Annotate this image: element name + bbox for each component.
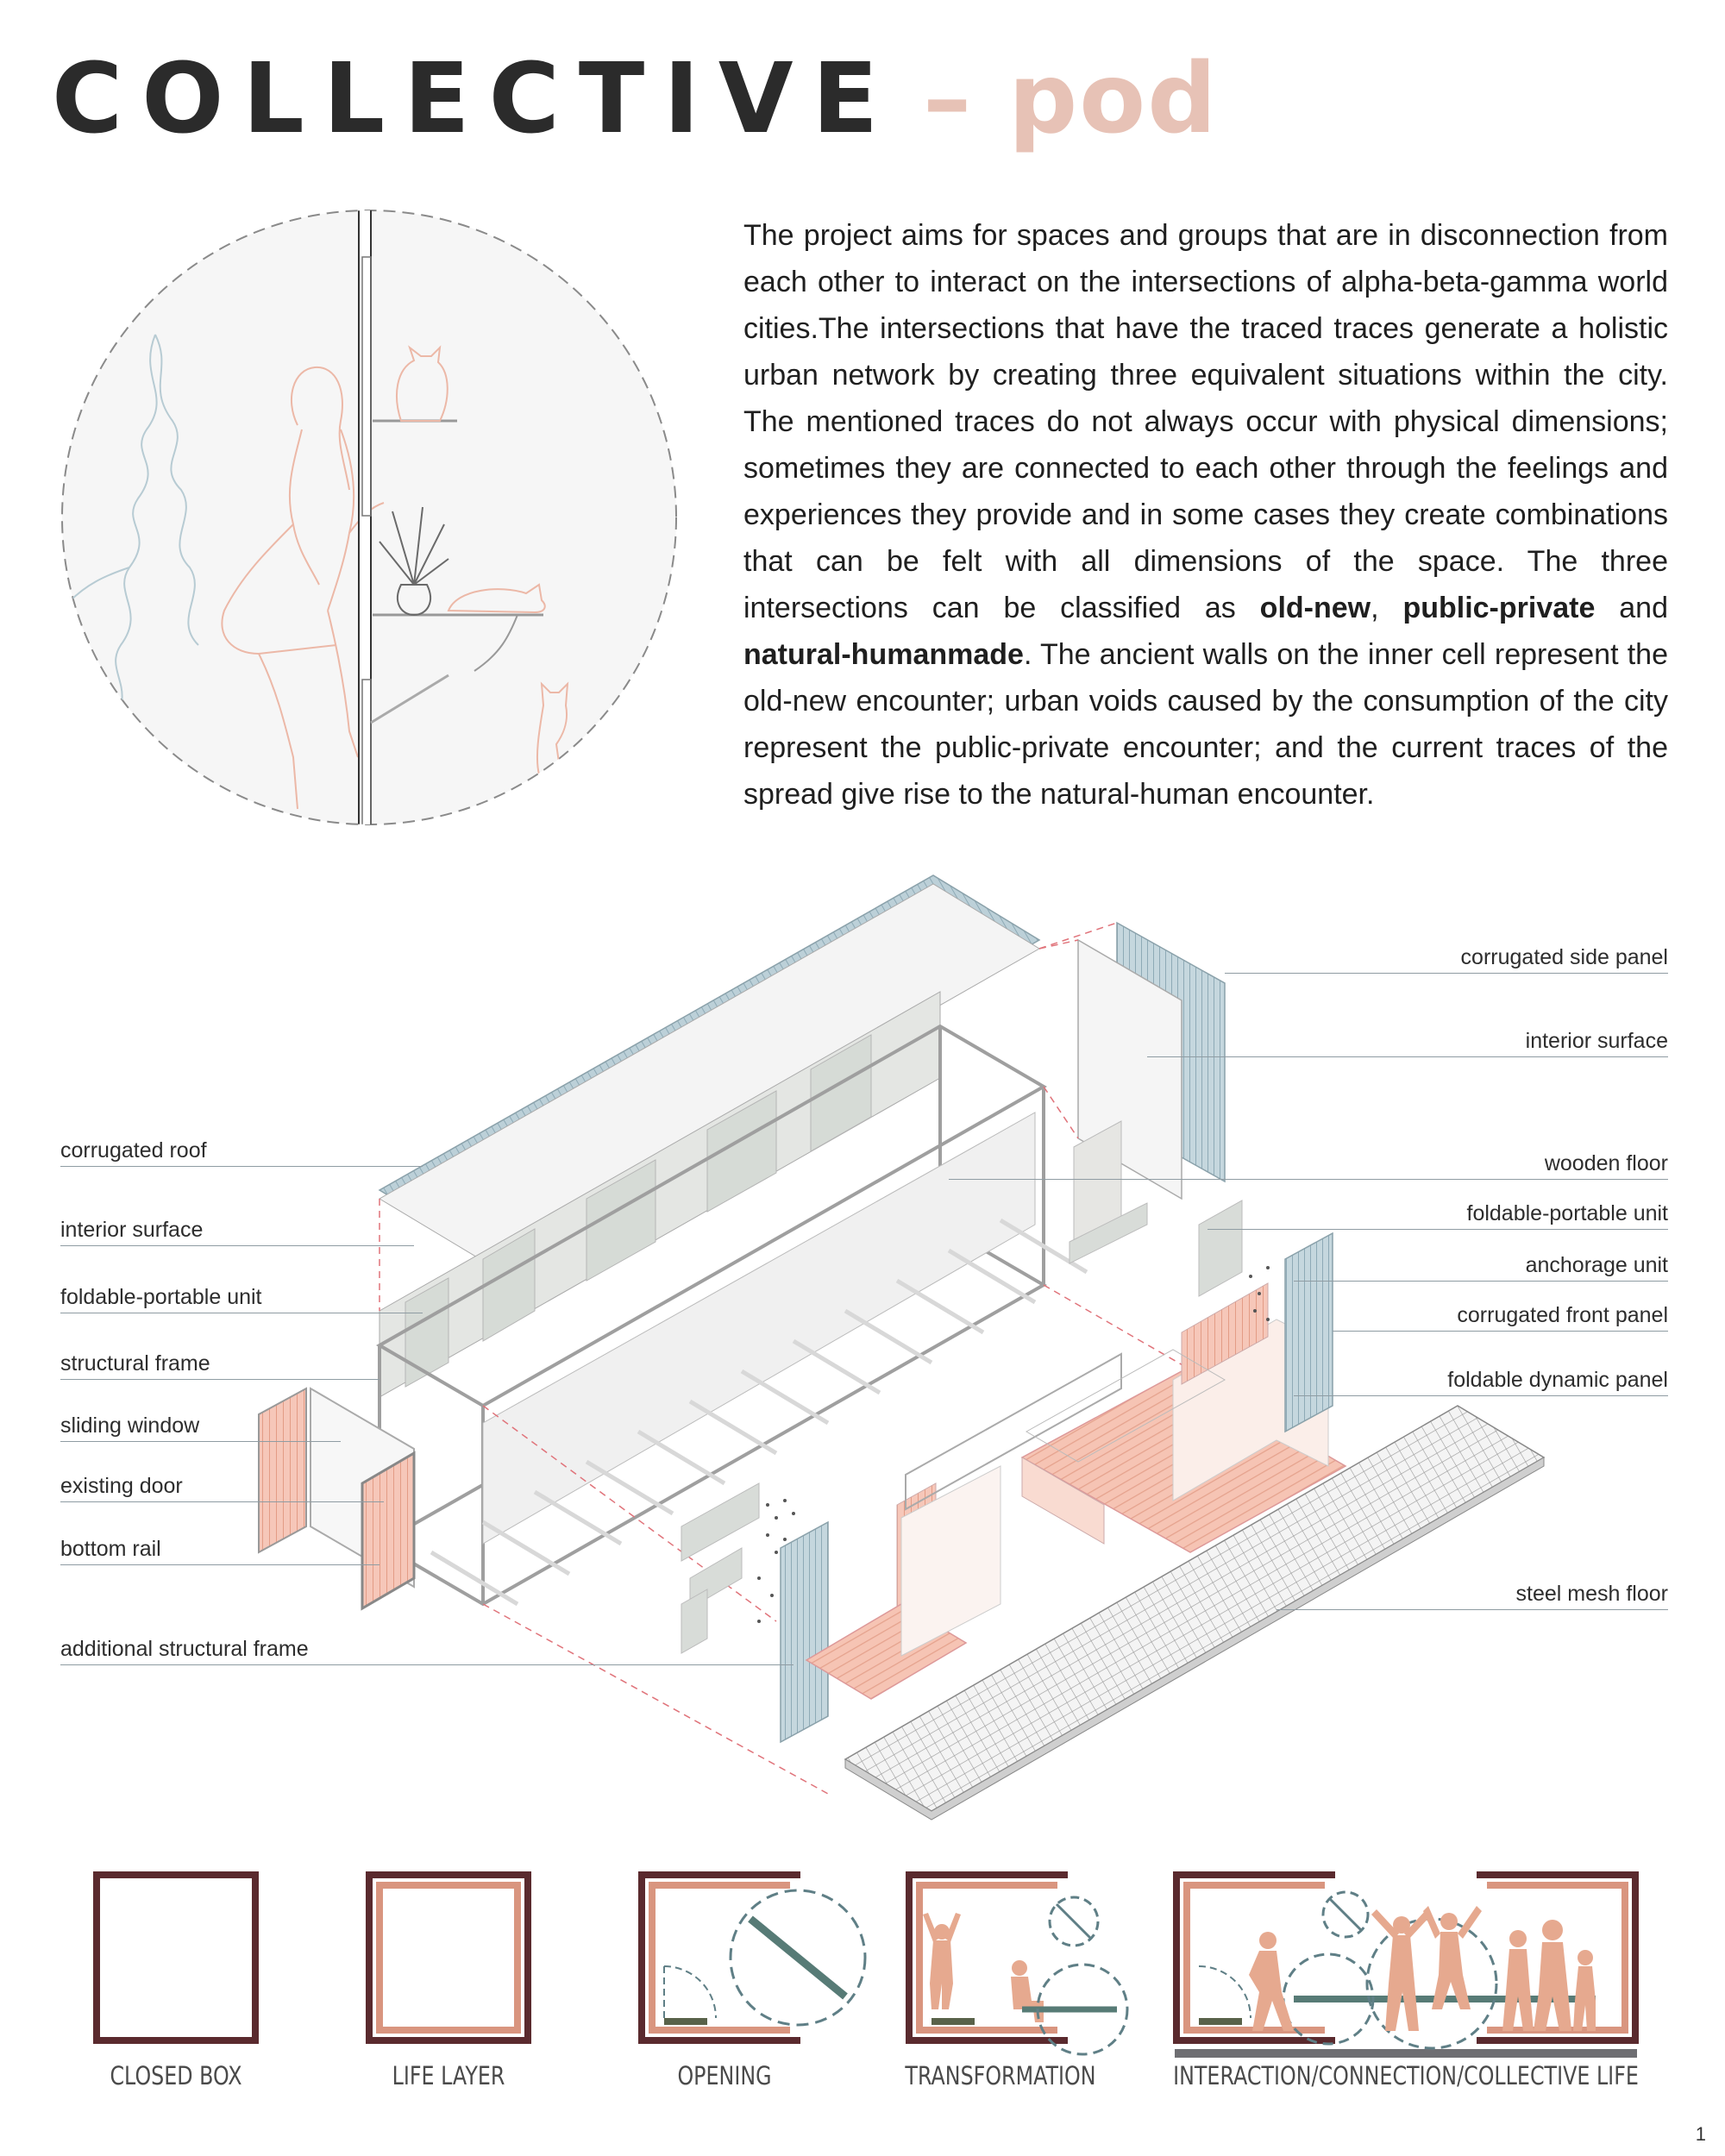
stage-label-opening: OPENING — [677, 2061, 772, 2090]
title-sub: – pod — [923, 43, 1219, 155]
label-additional-structural-frame: additional structural frame — [60, 1637, 309, 1661]
leader-line — [1294, 1281, 1668, 1282]
leader-line — [60, 1379, 380, 1380]
sliding-window-shape — [259, 1388, 306, 1552]
label-structural-frame: structural frame — [60, 1351, 210, 1376]
stage-label-closed-box: CLOSED BOX — [110, 2061, 242, 2090]
desc-sep1: , — [1371, 592, 1403, 624]
people-silhouettes-icon — [1249, 1906, 1596, 2031]
page-number: 1 — [1695, 2123, 1706, 2145]
desc-sep2: and — [1595, 592, 1668, 624]
label-corrugated-roof: corrugated roof — [60, 1138, 207, 1163]
label-steel-mesh-floor: steel mesh floor — [1515, 1582, 1668, 1606]
desc-bold-old-new: old-new — [1259, 592, 1371, 624]
circle-illustration — [52, 205, 690, 835]
exploded-axonometric-diagram — [0, 854, 1725, 1828]
label-wooden-floor: wooden floor — [1544, 1151, 1668, 1175]
person-stretching-icon — [923, 1913, 961, 2009]
desc-bold-public-private: public-private — [1402, 592, 1596, 624]
leader-line — [1333, 1331, 1668, 1332]
leader-line — [1208, 1229, 1668, 1230]
label-foldable-portable-unit-left: foldable-portable unit — [60, 1285, 262, 1309]
label-existing-door: existing door — [60, 1474, 183, 1498]
label-anchorage-unit: anchorage unit — [1525, 1253, 1668, 1277]
label-corrugated-side-panel: corrugated side panel — [1460, 945, 1668, 969]
corrugated-front-panel-shape — [1285, 1233, 1333, 1432]
leader-line — [1294, 1395, 1668, 1396]
leader-line — [60, 1501, 384, 1502]
label-interior-surface-right: interior surface — [1525, 1029, 1668, 1053]
title-main: COLLECTIVE — [52, 43, 898, 155]
stage-label-transformation: TRANSFORMATION — [905, 2061, 1096, 2090]
leader-line — [60, 1245, 414, 1246]
stage-label-interaction: INTERACTION/CONNECTION/COLLECTIVE LIFE — [1173, 2061, 1639, 2090]
leader-line — [1276, 1609, 1668, 1610]
leader-line — [949, 1179, 1668, 1180]
label-corrugated-front-panel: corrugated front panel — [1457, 1303, 1668, 1327]
leader-line — [1225, 973, 1668, 974]
additional-frame-panel-shape — [781, 1522, 828, 1742]
label-bottom-rail: bottom rail — [60, 1537, 161, 1561]
label-foldable-dynamic-panel: foldable dynamic panel — [1447, 1368, 1668, 1392]
label-sliding-window: sliding window — [60, 1413, 200, 1438]
leader-line — [60, 1166, 423, 1167]
stage-opening-diagram — [638, 1871, 871, 2061]
leader-line — [60, 1564, 380, 1565]
desc-bold-natural-humanmade: natural-humanmade — [743, 638, 1024, 671]
stage-interaction-diagram — [1173, 1871, 1639, 2070]
label-foldable-portable-unit-right: foldable-portable unit — [1466, 1201, 1668, 1225]
stage-transformation-diagram — [906, 1871, 1130, 2061]
leader-line — [60, 1664, 794, 1665]
page-title — [52, 34, 1218, 164]
leader-line — [1147, 1056, 1668, 1057]
label-interior-surface-left: interior surface — [60, 1218, 204, 1242]
desc-part2: . The ancient walls on the inner cell represent the old-new encounter; urban voids caused by the consumption of the city represent the public-private encounter; and the current traces of the spread give rise to the natural-human encounter. — [743, 638, 1668, 811]
stage-closed-box-diagram — [93, 1871, 259, 2044]
project-description — [743, 212, 1668, 818]
desc-part1: The project aims for spaces and groups that are in disconnection from each other to interact on the intersections of alpha-beta-gamma world cities.The intersections that have the traced traces generate a holistic urban network by creating three equivalent situations within the city. The mentioned traces do not always occur with physical dimensions; sometimes they are connected to each other through the feelings and experiences they provide and in some cases they create combinations that can be felt with all dimensions of the space. The three intersections can be classified as — [743, 219, 1668, 624]
stage-label-life-layer: LIFE LAYER — [392, 2061, 505, 2090]
leader-line — [60, 1441, 341, 1442]
stage-life-layer-diagram — [366, 1871, 531, 2044]
